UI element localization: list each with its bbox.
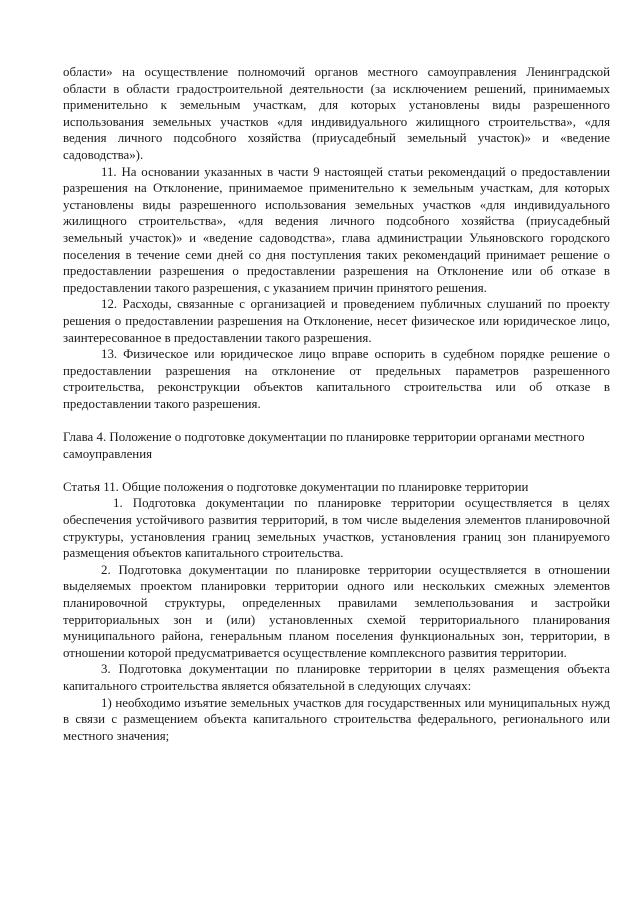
paragraph-article-11-3-1: 1) необходимо изъятие земельных участков для государственных или муниципальных нужд в связи с размещением объекта капитального строительства федерального, регионального или местного значения; bbox=[63, 695, 610, 743]
document-body bbox=[63, 64, 610, 744]
spacer bbox=[63, 462, 610, 479]
spacer bbox=[63, 412, 610, 429]
paragraph-continuation: области» на осуществление полномочий органов местного самоуправления Ленинградской области в области градостроительной деятельности (за исключением решений, принимаемых применительно к земельным участкам, для которых установлены виды разрешенного использования земельных участков «для индивидуального жилищного строительства», «для ведения личного подсобного хозяйства (приусадебный земельный участок)» и «ведение садоводства»). bbox=[63, 65, 610, 162]
article-heading: Статья 11. Общие положения о подготовке документации по планировке территории bbox=[63, 479, 529, 494]
paragraph-12: 12. Расходы, связанные с организацией и проведением публичных слушаний по проекту решения о предоставлении разрешения на Отклонение, несет физическое или юридическое лицо, заинтересованное в предоставлении такого разрешения. bbox=[63, 297, 610, 345]
paragraph-article-11-2: 2. Подготовка документации по планировке территории осуществляется в отношении выделяемых проектом планировки территории одного или нескольких смежных элементов планировочной структуры, определенных правилами землепользования и застройки территориальных зон и (или) установленных схемой территориального планирования муниципального района, генеральным планом поселения функциональных зон, территории, в отношении которой предусматривается осуществление комплексного развития территории. bbox=[63, 562, 610, 660]
paragraph-article-11-1: 1. Подготовка документации по планировке территории осуществляется в целях обеспечения устойчивого развития территорий, в том числе выделения элементов планировочной структуры, установления границ земельных участков, установления границ зон планируемого размещения объектов капитального строительства. bbox=[63, 496, 610, 561]
paragraph-article-11-3: 3. Подготовка документации по планировке территории в целях размещения объекта капитального строительства является обязательной в следующих случаях: bbox=[63, 662, 610, 693]
chapter-heading: Глава 4. Положение о подготовке документации по планировке территории органами местного самоуправления bbox=[63, 430, 585, 461]
paragraph-13: 13. Физическое или юридическое лицо вправе оспорить в судебном порядке решение о предоставлении разрешения на отклонение от предельных параметров разрешенного строительства, реконструкции объектов капитального строительства или об отказе в предоставлении такого разрешения. bbox=[63, 347, 610, 411]
paragraph-11: 11. На основании указанных в части 9 настоящей статьи рекомендаций о предоставлении разрешения на Отклонение, принимаемое применительно к земельным участкам, для которых установлены виды разрешенного использования земельных участков «для индивидуального жилищного строительства», «для ведения личного подсобного хозяйства (приусадебный земельный участок)» и «ведение садоводства», глава администрации Ульяновского городского поселения в течение семи дней со дня поступления таких рекомендаций принимает решение о предоставлении разрешения о предоставлении разрешения на Отклонение или об отказе в предоставлении такого разрешения, с указанием причин принятого решения. bbox=[63, 164, 610, 295]
